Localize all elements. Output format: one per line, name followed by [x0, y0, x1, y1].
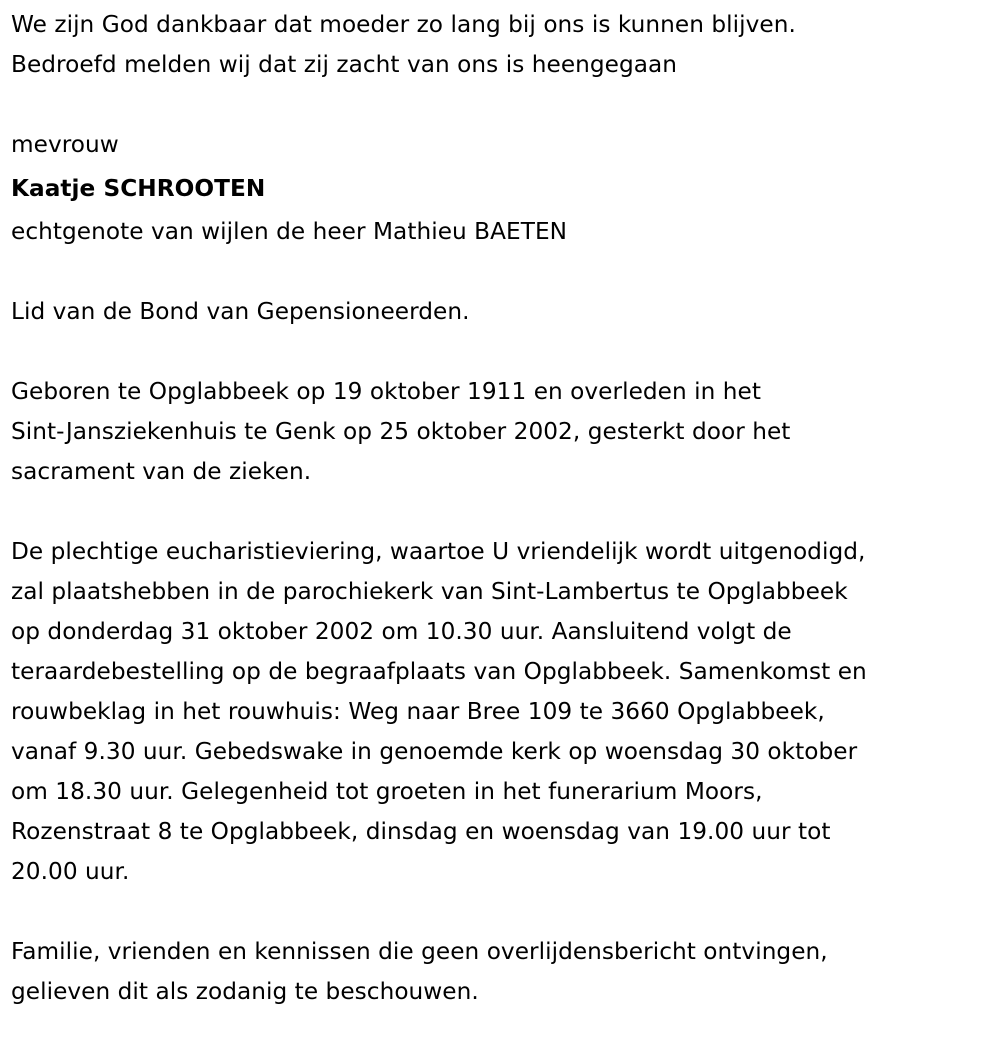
spacer	[11, 492, 996, 532]
membership-paragraph	[11, 292, 996, 332]
intro-paragraph	[11, 5, 996, 85]
spouse-line: echtgenote van wijlen de heer Mathieu BAETEN	[11, 218, 568, 245]
closing-line: gelieven dit als zodanig te beschouwen.	[11, 978, 479, 1005]
birth-death-line: Geboren te Opglabbeek op 19 oktober 1911 en overleden in het	[11, 378, 762, 405]
membership-line: Lid van de Bond van Gepensioneerden.	[11, 298, 470, 325]
ceremony-line: rouwbeklag in het rouwhuis: Weg naar Bree 109 te 3660 Opglabbeek,	[11, 698, 825, 725]
spacer	[11, 252, 996, 292]
ceremony-line: teraardebestelling op de begraafplaats van Opglabbeek. Samenkomst en	[11, 658, 867, 685]
birth-death-line: Sint-Jansziekenhuis te Genk op 25 oktober 2002, gesterkt door het	[11, 418, 791, 445]
ceremony-line: vanaf 9.30 uur. Gebedswake in genoemde kerk op woensdag 30 oktober	[11, 738, 858, 765]
spacer	[11, 85, 996, 125]
birth-death-paragraph	[11, 372, 996, 492]
deceased-block	[11, 125, 996, 252]
salutation: mevrouw	[11, 131, 119, 158]
ceremony-line: op donderdag 31 oktober 2002 om 10.30 uur. Aansluitend volgt de	[11, 618, 792, 645]
ceremony-line: zal plaatshebben in de parochiekerk van Sint-Lambertus te Opglabbeek	[11, 578, 848, 605]
obituary-notice	[11, 5, 996, 1012]
ceremony-paragraph	[11, 532, 996, 892]
ceremony-line: De plechtige eucharistieviering, waartoe U vriendelijk wordt uitgenodigd,	[11, 538, 866, 565]
spacer	[11, 892, 996, 932]
intro-line: Bedroefd melden wij dat zij zacht van ons is heengegaan	[11, 51, 678, 78]
ceremony-line: Rozenstraat 8 te Opglabbeek, dinsdag en woensdag van 19.00 uur tot	[11, 818, 831, 845]
spacer	[11, 332, 996, 372]
closing-line: Familie, vrienden en kennissen die geen overlijdensbericht ontvingen,	[11, 938, 828, 965]
deceased-name: Kaatje SCHROOTEN	[11, 175, 266, 202]
ceremony-line: om 18.30 uur. Gelegenheid tot groeten in het funerarium Moors,	[11, 778, 763, 805]
birth-death-line: sacrament van de zieken.	[11, 458, 312, 485]
closing-paragraph	[11, 932, 996, 1012]
intro-line: We zijn God dankbaar dat moeder zo lang bij ons is kunnen blijven.	[11, 11, 796, 38]
ceremony-line: 20.00 uur.	[11, 858, 130, 885]
